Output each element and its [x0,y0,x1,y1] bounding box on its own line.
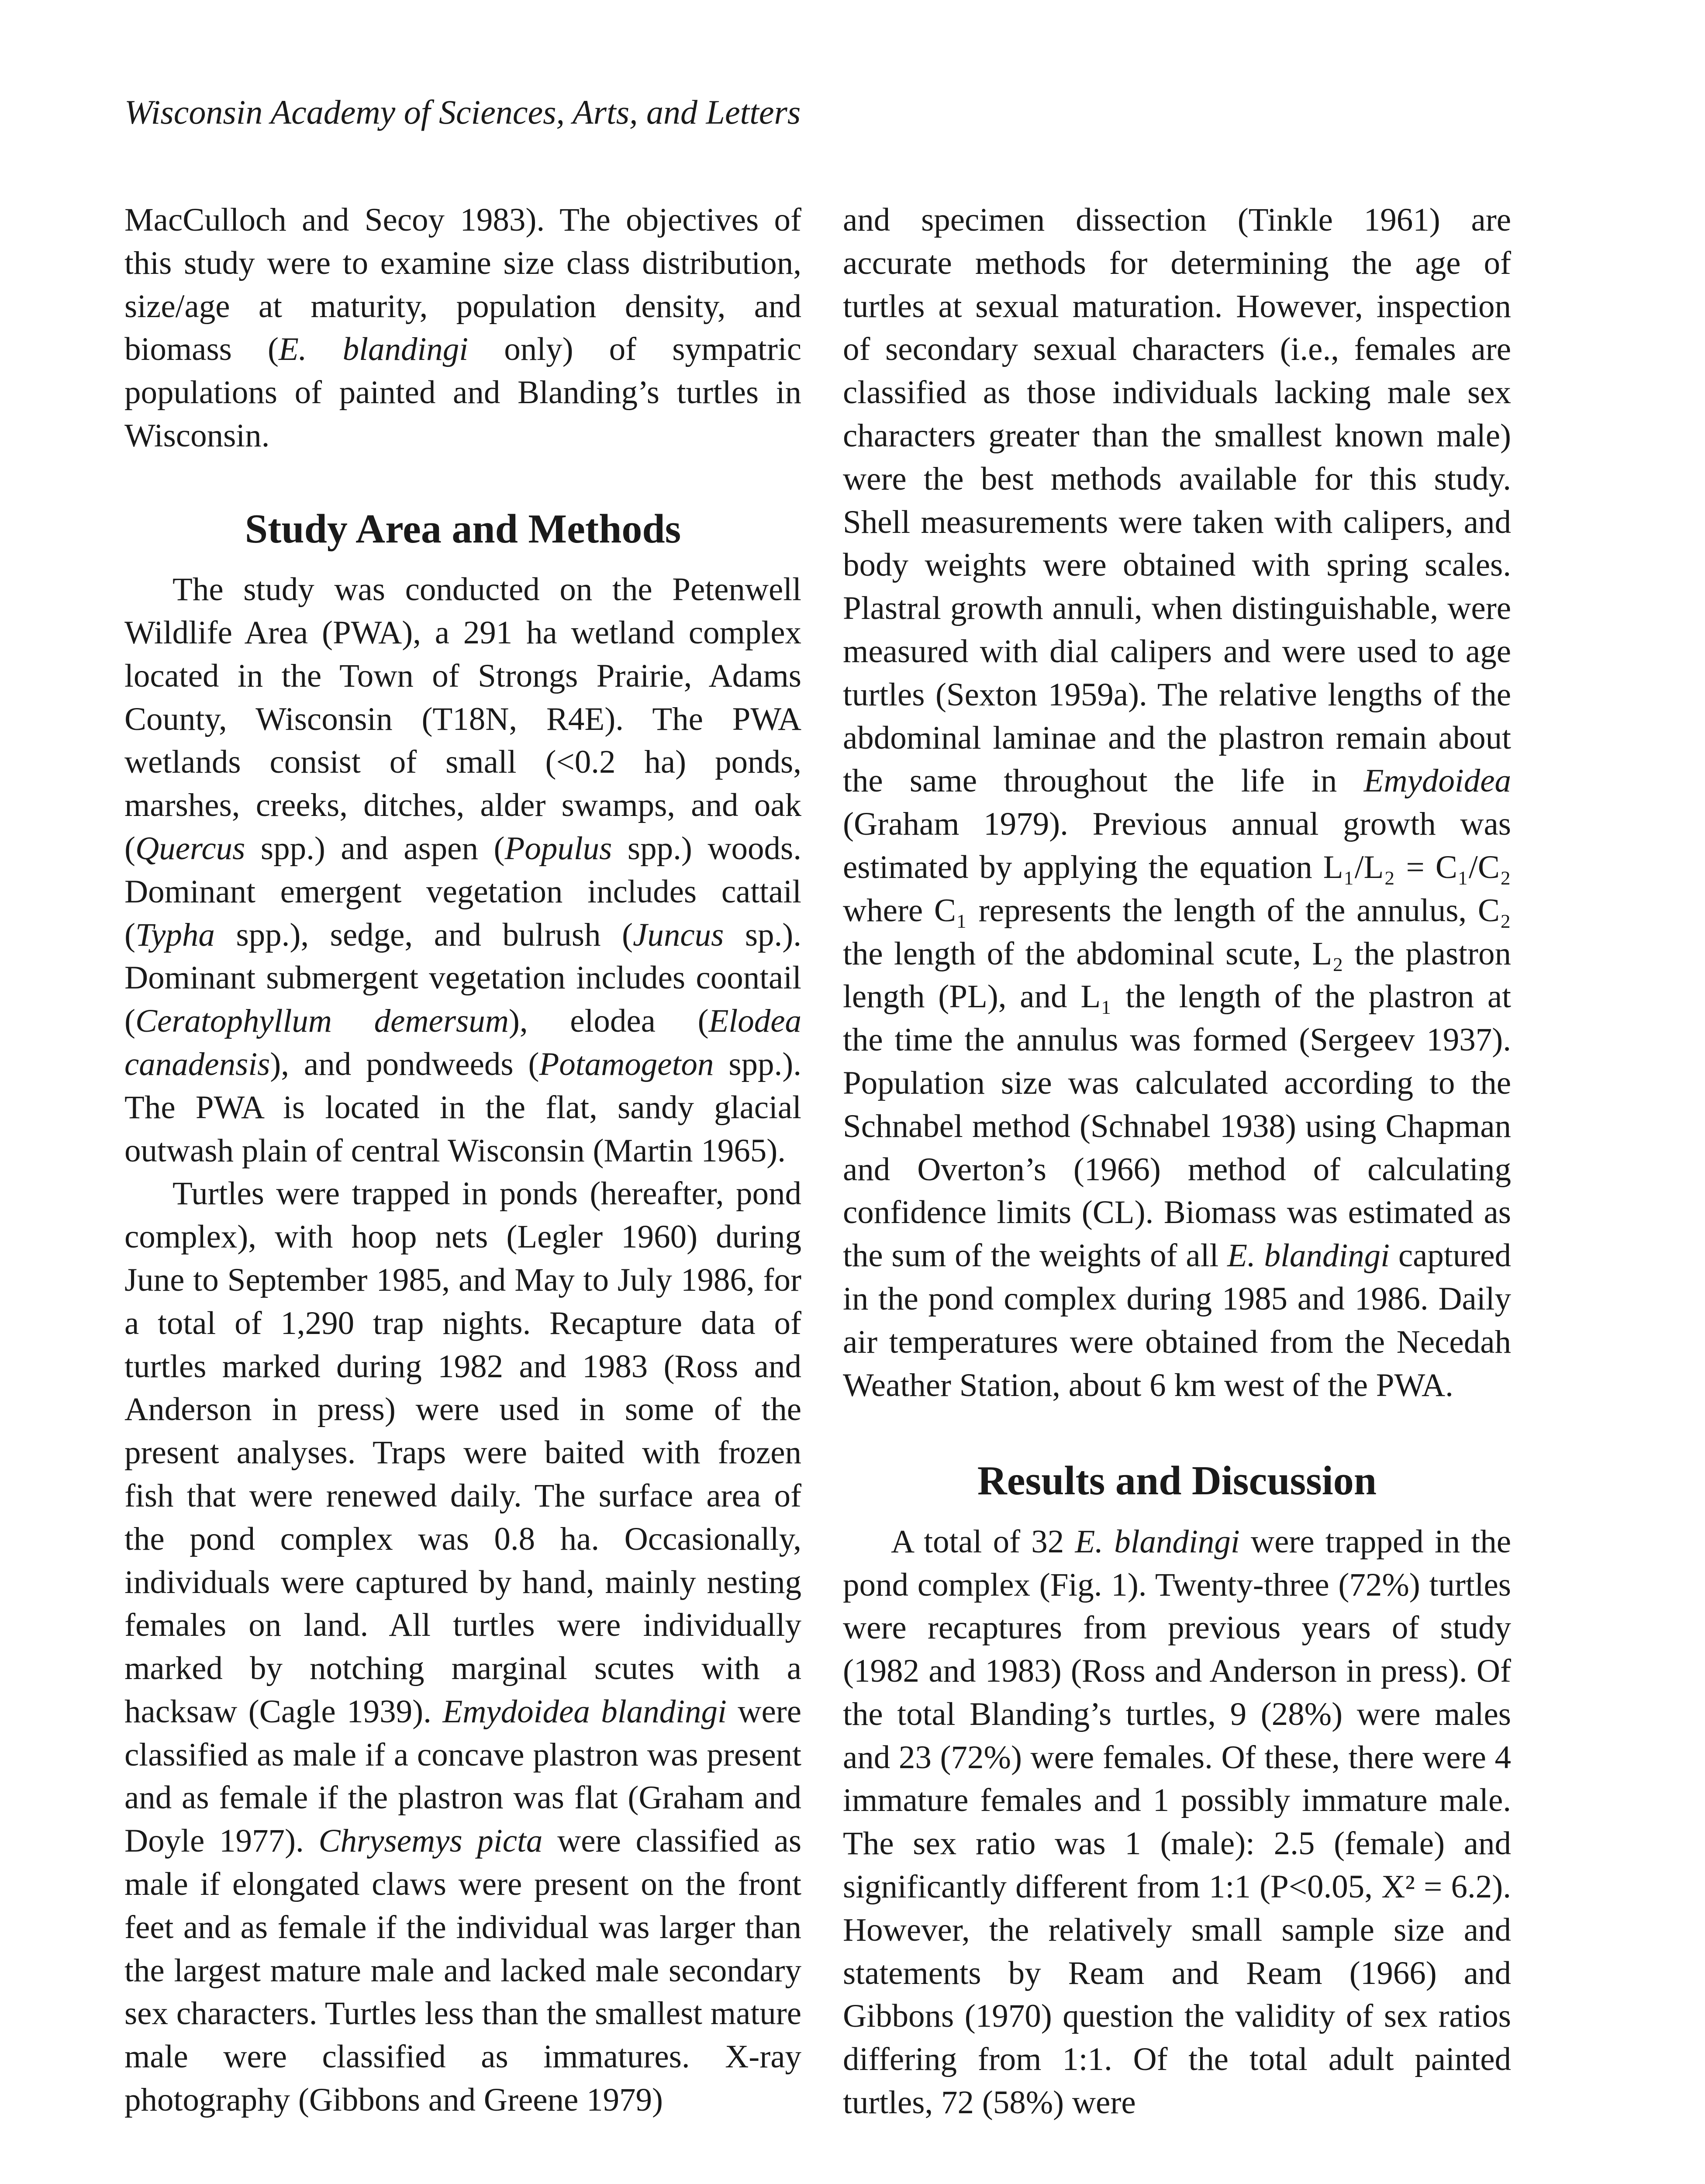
italic-term: E. blandingi [1227,1237,1390,1274]
methods-paragraph: Turtles were trapped in ponds (hereafter, pond complex), with hoop nets (Legler 1960) during June to September 1985, and May to July 1986, for a total of 1,290 trap nights. Recapture data of turtles marked during 1982 and 1983 (Ross and Anderson in press) were used in some of the present analyses. Traps were baited with frozen fish that were renewed daily. The surface area of the pond complex was 0.8 ha. Occasionally, individuals were captured by hand, mainly nesting females on land. All turtles were individually marked by notching marginal scutes with a hacksaw (Cagle 1939). Emydoidea blandingi were classified as male if a concave plastron was present and as female if the plastron was flat (Graham and Doyle 1977). Chrysemys picta were classified as male if elongated claws were present on the front feet and as female if the individual was larger than the largest mature male and lacked male secondary sex characters. Turtles less than the smallest mature male were classified as immatures. X-ray photography (Gibbons and Greene 1979) [124,1175,802,2118]
italic-term: Ceratophyllum demersum [135,1003,509,1040]
section-heading-study-area: Study Area and Methods [245,506,681,552]
italic-term: Elodea canadensis [124,1003,802,1082]
italic-term: Chrysemys picta [318,1823,543,1859]
italic-term: E. blandingi [278,331,469,368]
italic-term: Populus [504,830,612,867]
italic-term: Quercus [135,830,245,867]
italic-term: Potamogeton [539,1046,714,1082]
running-header: Wisconsin Academy of Sciences, Arts, and Letters [124,93,801,131]
italic-term: Emydoidea [1363,763,1511,799]
study-area-paragraph: The study was conducted on the Petenwell Wildlife Area (PWA), a 291 ha wetland complex located in the Town of Strongs Prairie, Adams County, Wisconsin (T18N, R4E). The PWA wetlands consist of small (<0.2 ha) ponds, marshes, creeks, ditches, alder swamps, and oak (Quercus spp.) and aspen (Populus spp.) woods. Dominant emergent vegetation includes cattail (Typha spp.), sedge, and bulrush (Juncus sp.). Dominant submergent vegetation includes coontail (Ceratophyllum demersum), elodea (Elodea canadensis), and pondweeds (Potamogeton spp.). The PWA is located in the flat, sandy glacial outwash plain of central Wisconsin (Martin 1965). [124,571,802,1169]
left-column [124,199,801,2122]
italic-term: Juncus [633,916,724,953]
right-column [843,199,1511,2125]
section-heading-results: Results and Discussion [977,1458,1377,1504]
methods-continued-paragraph: and specimen dissection (Tinkle 1961) are accurate methods for determining the age of turtles at sexual maturation. However, inspection of secondary sexual characters (i.e., females are classified as those individuals lacking male sex characters greater than the smallest known male) were the best methods available for this study. Shell measurements were taken with calipers, and body weights were obtained with spring scales. Plastral growth annuli, when distinguishable, were measured with dial calipers and were used to age turtles (Sexton 1959a). The relative lengths of the abdominal laminae and the plastron remain about the same throughout the life in Emydoidea (Graham 1979). Previous annual growth was estimated by applying the equation L₁/L₂ = C₁/C₂ where C₁ represents the length of the annulus, C₂ the length of the abdominal scute, L₂ the plastron length (PL), and L₁ the length of the plastron at the time the annulus was formed (Sergeev 1937). Population size was calculated according to the Schnabel method (Schnabel 1938) using Chapman and Overton’s (1966) method of calculating confidence limits (CL). Biomass was estimated as the sum of the weights of all E. blandingi captured in the pond complex during 1985 and 1986. Daily air temperatures were obtained from the Necedah Weather Station, about 6 km west of the PWA. [843,202,1511,1403]
italic-term: Emydoidea blandingi [442,1693,727,1730]
italic-term: E. blandingi [1075,1523,1240,1560]
intro-paragraph: MacCulloch and Secoy 1983). The objectives of this study were to examine size class distribution, size/age at maturity, population density, and biomass (E. blandingi only) of sympatric populations of painted and Blanding’s turtles in Wisconsin. [124,202,801,454]
italic-term: Typha [135,916,215,953]
results-paragraph: A total of 32 E. blandingi were trapped in the pond complex (Fig. 1). Twenty-three (72%) turtles were recaptures from previous years of study (1982 and 1983) (Ross and Anderson in press). Of the total Blanding’s turtles, 9 (28%) were males and 23 (72%) were females. Of these, there were 4 immature females and 1 possibly immature male. The sex ratio was 1 (male): 2.5 (female) and significantly different from 1:1 (P<0.05, X² = 6.2). However, the relatively small sample size and statements by Ream and Ream (1966) and Gibbons (1970) question the validity of sex ratios differing from 1:1. Of the total adult painted turtles, 72 (58%) were [843,1523,1511,2121]
